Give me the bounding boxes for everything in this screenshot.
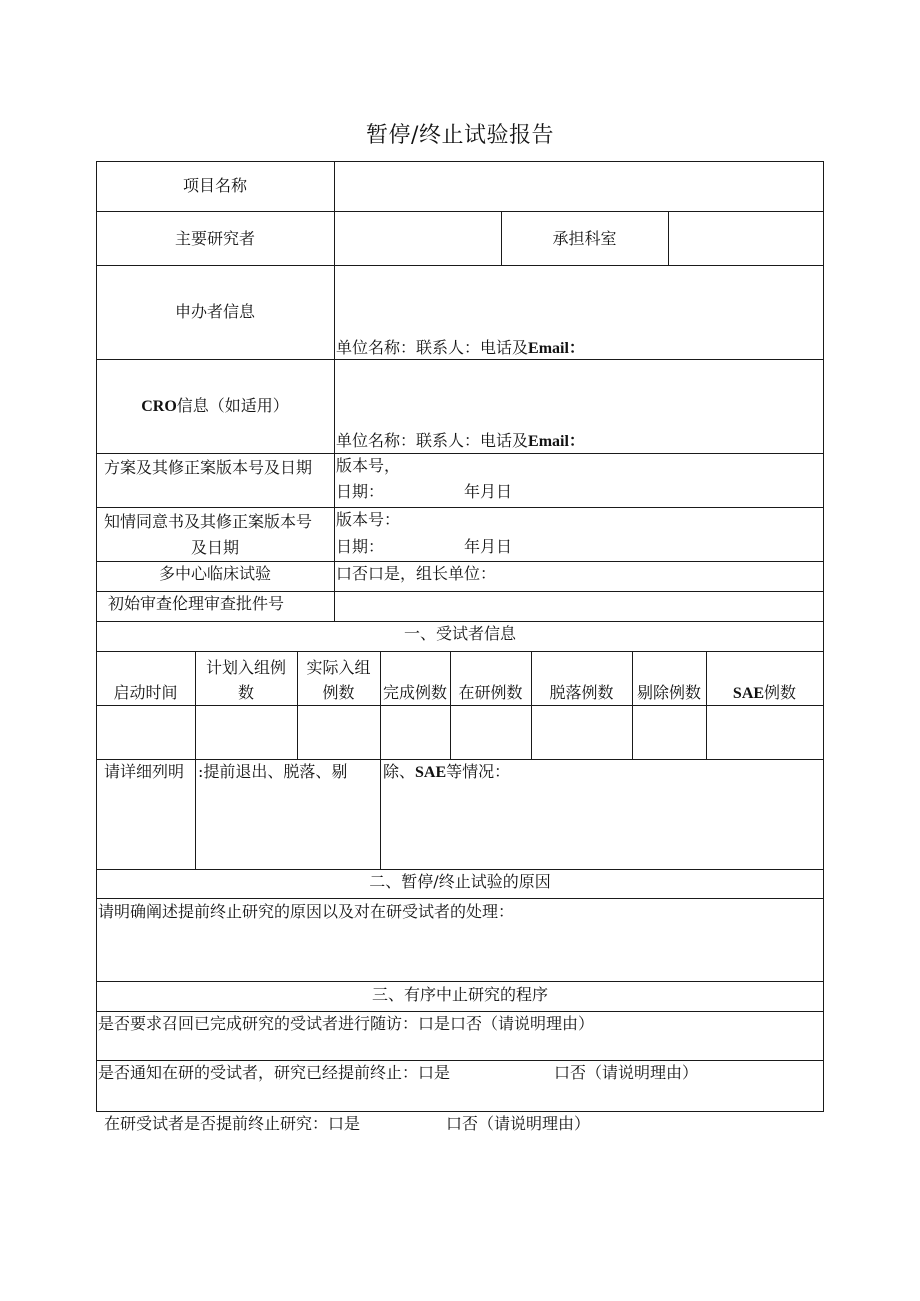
header-planned-l1: 计划入组例 xyxy=(205,658,286,677)
header-actual-l1: 实际入组 xyxy=(306,658,371,677)
section1-heading: 一、受试者信息 xyxy=(403,624,516,643)
header-dropout: 脱落例数 xyxy=(549,683,614,702)
ethics-label: 初始审查伦理审查批件号 xyxy=(108,594,285,613)
section2-heading: 二、暂停/终止试验的原因 xyxy=(369,872,551,891)
section3-heading: 三、有序中止研究的程序 xyxy=(371,985,548,1004)
multicenter-label: 多中心临床试验 xyxy=(158,564,271,583)
cro-label: CRO信息（如适用） xyxy=(141,396,289,415)
protocol-label: 方案及其修正案版本号及日期 xyxy=(104,458,313,477)
icf-version: 版本号： xyxy=(336,510,401,529)
icf-label-line2: 及日期 xyxy=(190,538,239,557)
detail-label: 请详细列明 xyxy=(104,762,185,781)
pi-label: 主要研究者 xyxy=(174,229,255,248)
detail-text-part1: :提前退出、脱落、剔 xyxy=(198,762,348,781)
early-termination-no-option: 口否（请说明理由） xyxy=(446,1114,591,1133)
header-completed: 完成例数 xyxy=(382,683,447,702)
recall-question: 是否要求召回已完成研究的受试者进行随访：口是口否（请说明理由） xyxy=(98,1014,595,1033)
notify-no-option: 口否（请说明理由） xyxy=(554,1063,699,1082)
sponsor-contact-line: 单位名称：联系人：电话及Email： xyxy=(336,338,585,357)
icf-label-line1: 知情同意书及其修正案版本号 xyxy=(104,512,313,531)
notify-question: 是否通知在研的受试者，研究已经提前终止：口是 xyxy=(98,1063,451,1082)
header-actual-l2: 例数 xyxy=(322,683,355,702)
header-planned-l2: 数 xyxy=(237,683,254,702)
detail-text-part2: 除、SAE等情况： xyxy=(383,762,511,781)
header-ongoing: 在研例数 xyxy=(458,683,523,702)
multicenter-options: 口否口是，组长单位： xyxy=(336,564,497,583)
early-termination-question: 在研受试者是否提前终止研究：口是 xyxy=(104,1114,361,1133)
protocol-version: 版本号， xyxy=(336,456,401,475)
sponsor-label: 申办者信息 xyxy=(174,302,255,321)
header-start-time: 启动时间 xyxy=(113,683,178,702)
page-title: 暂停/终止试验报告 xyxy=(366,123,554,148)
section2-prompt: 请明确阐述提前终止研究的原因以及对在研受试者的处理： xyxy=(98,902,515,921)
protocol-date-ymd: 年月日 xyxy=(464,482,513,501)
department-label: 承担科室 xyxy=(552,229,617,248)
cro-contact-line: 单位名称：联系人：电话及Email： xyxy=(336,431,585,450)
icf-date-ymd: 年月日 xyxy=(464,537,513,556)
protocol-date-label: 日期： xyxy=(336,482,385,501)
project-name-label: 项目名称 xyxy=(182,176,247,195)
header-sae: SAE例数 xyxy=(732,683,797,702)
header-removed: 剔除例数 xyxy=(636,683,701,702)
icf-date-label: 日期： xyxy=(336,537,385,556)
